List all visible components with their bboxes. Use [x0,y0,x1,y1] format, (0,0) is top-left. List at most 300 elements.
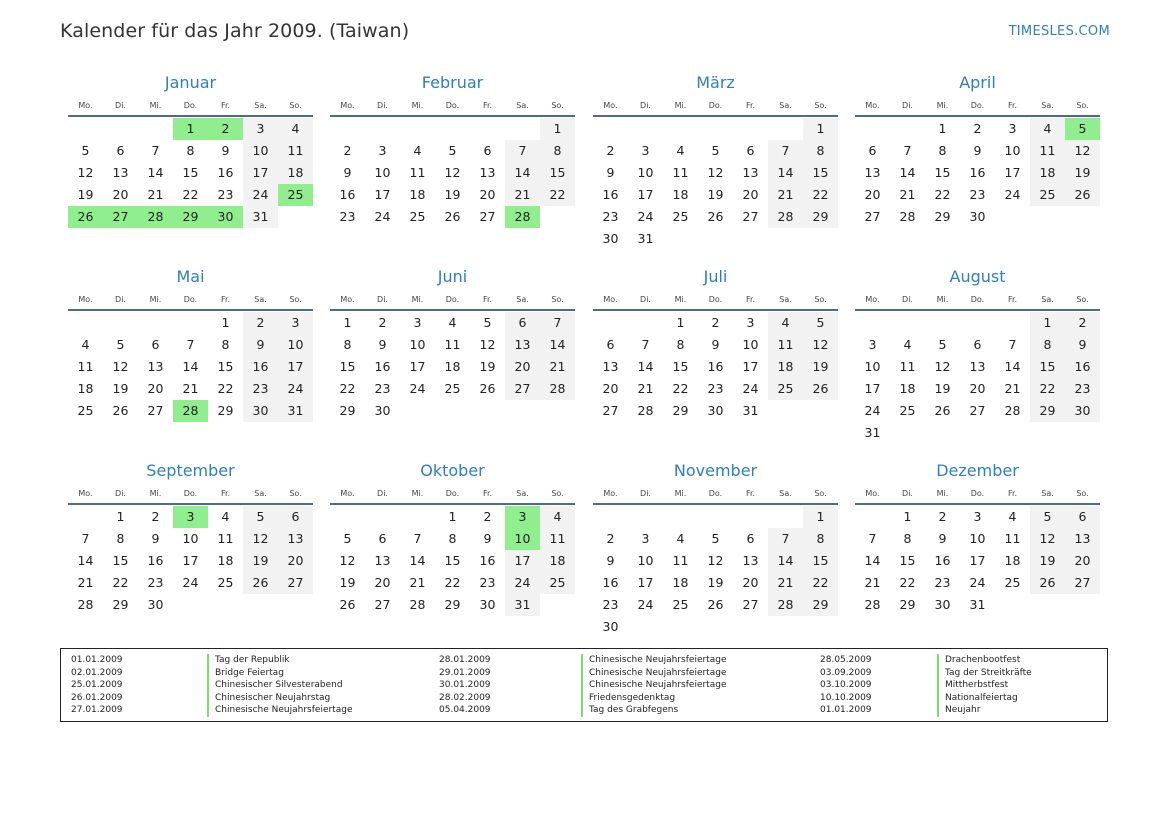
day-cell: 4 [768,312,803,334]
month-oktober [330,463,575,638]
day-cell: 19 [77,187,94,202]
day-cell: 29 [934,209,951,224]
day-cell: 5 [483,315,492,330]
weekday-header [593,293,838,307]
day-cell: 10 [1004,143,1021,158]
day-cell: 3 [641,143,650,158]
day-grid [593,118,838,250]
day-cell: 8 [540,140,575,162]
day-cell: 27 [742,209,759,224]
day-cell: 1 [540,118,575,140]
day-cell: 28 [409,597,426,612]
weekday-header [330,99,575,113]
day-cell: 1 [938,121,947,136]
day-grid [68,312,313,444]
weekday-label: Mo. [340,489,355,498]
day-cell: 29 [672,403,689,418]
day-cell: 3 [378,143,387,158]
day-cell: 9 [711,337,720,352]
day-cell: 5 [343,531,352,546]
day-cell: 20 [147,381,164,396]
legend-holiday-name: Neujahr [937,704,980,717]
day-cell: 15 [672,359,689,374]
day-cell: 23 [707,381,724,396]
day-cell: 30 [602,231,619,246]
header-rule [68,309,313,311]
day-cell: 15 [934,165,951,180]
legend-date: 28.05.2009 [820,655,872,665]
day-cell: 8 [186,143,195,158]
day-cell: 17 [182,553,199,568]
day-cell: 21 [505,184,540,206]
day-cell: 1 [803,118,838,140]
day-cell: 16 [217,165,234,180]
month-title: Dezember [936,461,1019,480]
day-cell: 26 [243,572,278,594]
day-cell: 14 [409,553,426,568]
day-cell: 2 [606,143,615,158]
weekday-label: So. [289,489,302,498]
weekday-label: Fr. [1007,295,1018,304]
day-cell: 13 [112,165,129,180]
weekday-label: Di. [377,295,388,304]
day-cell: 25 [1030,184,1065,206]
day-cell: 27 [864,209,881,224]
legend-date: 30.01.2009 [439,680,491,690]
day-cell: 22 [112,575,129,590]
day-grid [68,118,313,250]
day-cell: 25 [768,378,803,400]
day-cell: 19 [479,359,496,374]
day-cell: 18 [768,356,803,378]
day-cell: 14 [899,165,916,180]
day-cell: 16 [243,356,278,378]
header-rule [855,309,1100,311]
day-cell: 24 [637,597,654,612]
day-cell: 6 [505,312,540,334]
day-cell: 22 [444,575,461,590]
weekday-label: Fr. [745,295,756,304]
weekday-label: Sa. [1041,295,1054,304]
day-cell: 23 [602,597,619,612]
day-cell: 12 [707,165,724,180]
day-cell: 6 [116,143,125,158]
header-rule [68,503,313,505]
weekday-header [330,487,575,501]
day-cell: 26 [707,597,724,612]
legend-date: 02.01.2009 [71,667,123,678]
day-cell: 24 [1004,187,1021,202]
day-cell: 24 [243,184,278,206]
day-cell: 20 [505,356,540,378]
weekday-label: Mo. [78,489,93,498]
weekday-label: Sa. [779,101,792,110]
month-februar [330,75,575,250]
month-title: Juni [437,267,468,286]
weekday-label: Mo. [340,101,355,110]
day-cell: 17 [374,187,391,202]
day-cell: 27 [374,597,391,612]
day-cell: 13 [278,528,313,550]
day-cell: 9 [151,531,160,546]
weekday-label: Mi. [674,101,687,110]
legend-date: 03.10.2009 [820,680,872,690]
day-cell: 6 [151,337,160,352]
holiday-day-cell: 27 [103,206,138,228]
day-cell: 11 [77,359,94,374]
day-cell: 26 [1030,572,1065,594]
day-cell: 25 [899,403,916,418]
day-cell: 3 [641,531,650,546]
day-cell: 3 [243,118,278,140]
holiday-day-cell: 25 [278,184,313,206]
weekday-label: Mo. [340,295,355,304]
day-cell: 6 [606,337,615,352]
day-cell: 15 [182,165,199,180]
legend-holiday-name: Drachenbootfest [937,654,1020,667]
month-september [68,463,313,638]
weekday-header [855,293,1100,307]
day-cell: 20 [112,187,129,202]
day-cell: 18 [444,359,461,374]
day-cell: 18 [1004,553,1021,568]
day-cell: 15 [339,359,356,374]
weekday-label: So. [289,101,302,110]
day-cell: 10 [374,165,391,180]
day-cell: 17 [742,359,759,374]
day-cell: 30 [934,597,951,612]
day-cell: 15 [1030,356,1065,378]
header-rule [593,309,838,311]
legend-holiday-name: Tag der Republik [207,654,290,667]
weekday-label: So. [289,295,302,304]
day-cell: 30 [374,403,391,418]
day-cell: 30 [707,403,724,418]
day-cell: 9 [1065,334,1100,356]
day-cell: 1 [676,315,685,330]
day-cell: 1 [343,315,352,330]
month-juli [593,269,838,444]
weekday-label: Do. [445,489,460,498]
day-cell: 31 [742,403,759,418]
day-cell: 2 [243,312,278,334]
day-cell: 25 [409,209,426,224]
day-cell: 30 [1065,400,1100,422]
header-rule [593,503,838,505]
day-cell: 1 [903,509,912,524]
day-cell: 8 [803,140,838,162]
weekday-label: Fr. [745,489,756,498]
month-november [593,463,838,638]
day-cell: 9 [606,553,615,568]
day-cell: 12 [339,553,356,568]
day-cell: 21 [899,187,916,202]
holiday-day-cell: 28 [505,206,540,228]
weekday-label: Do. [708,489,723,498]
day-cell: 23 [374,381,391,396]
day-cell: 26 [339,597,356,612]
day-cell: 14 [637,359,654,374]
holiday-day-cell: 26 [68,206,103,228]
day-cell: 19 [707,187,724,202]
day-cell: 9 [343,165,352,180]
day-grid [68,506,313,638]
day-cell: 5 [938,337,947,352]
day-cell: 25 [672,209,689,224]
holiday-day-cell: 1 [173,118,208,140]
day-cell: 29 [339,403,356,418]
day-grid [593,506,838,638]
day-cell: 11 [1030,140,1065,162]
legend-date: 25.01.2009 [71,680,123,690]
weekday-label: Sa. [779,489,792,498]
day-cell: 18 [409,187,426,202]
weekday-label: Do. [445,101,460,110]
weekday-label: Do. [708,295,723,304]
day-cell: 28 [864,597,881,612]
header-rule [330,115,575,117]
day-cell: 18 [672,575,689,590]
day-cell: 3 [1008,121,1017,136]
brand-link[interactable]: TIMESLES.COM [1008,24,1110,39]
day-cell: 23 [243,378,278,400]
day-grid [593,312,838,444]
page-title: Kalender für das Jahr 2009. (Taiwan) [60,20,410,42]
month-title: September [146,461,235,480]
day-cell: 6 [746,143,755,158]
weekday-label: Sa. [1041,489,1054,498]
weekday-label: Mi. [411,489,424,498]
day-cell: 2 [711,315,720,330]
day-cell: 6 [746,531,755,546]
day-cell: 5 [711,143,720,158]
legend-holiday-name: Chinesische Neujahrsfeiertage [581,679,726,692]
weekday-header [593,487,838,501]
day-cell: 4 [1008,509,1017,524]
day-cell: 9 [221,143,230,158]
weekday-label: So. [1076,489,1089,498]
month-juni [330,269,575,444]
day-cell: 6 [973,337,982,352]
day-grid [330,506,575,638]
day-cell: 15 [540,162,575,184]
day-cell: 12 [803,334,838,356]
day-cell: 6 [1065,506,1100,528]
month-title: Februar [421,73,484,92]
day-cell: 24 [278,378,313,400]
day-cell: 21 [77,575,94,590]
day-cell: 30 [243,400,278,422]
legend-date: 03.09.2009 [820,667,872,678]
weekday-label: Di. [902,295,913,304]
day-cell: 14 [1004,359,1021,374]
day-cell: 21 [768,572,803,594]
day-cell: 29 [803,206,838,228]
day-cell: 14 [768,162,803,184]
legend-holiday-name: Chinesischer Neujahrstag [207,692,330,705]
weekday-label: Mo. [603,295,618,304]
weekday-label: Do. [970,489,985,498]
day-cell: 8 [903,531,912,546]
day-cell: 19 [803,356,838,378]
day-cell: 24 [742,381,759,396]
weekday-label: Sa. [1041,101,1054,110]
day-cell: 29 [1030,400,1065,422]
day-cell: 13 [969,359,986,374]
weekday-label: Mi. [936,101,949,110]
weekday-label: Mo. [603,489,618,498]
day-cell: 11 [409,165,426,180]
weekday-label: Di. [902,101,913,110]
day-cell: 13 [1065,528,1100,550]
day-cell: 28 [540,378,575,400]
day-cell: 30 [147,597,164,612]
day-cell: 15 [444,553,461,568]
day-cell: 9 [378,337,387,352]
day-cell: 15 [899,553,916,568]
weekday-label: Mo. [78,295,93,304]
day-cell: 16 [479,553,496,568]
weekday-label: Sa. [254,489,267,498]
day-cell: 12 [934,359,951,374]
month-april [855,75,1100,250]
day-cell: 1 [116,509,125,524]
day-cell: 30 [479,597,496,612]
day-cell: 18 [217,553,234,568]
day-cell: 7 [903,143,912,158]
month-title: März [696,73,735,92]
day-cell: 26 [444,209,461,224]
header-rule [68,115,313,117]
legend-holiday-name: Nationalfeiertag [937,692,1018,705]
weekday-label: So. [1076,295,1089,304]
holiday-day-cell: 10 [505,528,540,550]
day-grid [855,118,1100,250]
day-cell: 8 [1030,334,1065,356]
day-cell: 2 [378,315,387,330]
legend-holiday-name: Mittherbstfest [937,679,1008,692]
legend-date: 29.01.2009 [439,667,491,678]
day-cell: 3 [973,509,982,524]
day-cell: 30 [602,619,619,634]
weekday-header [68,293,313,307]
legend-holiday-name: Chinesische Neujahrsfeiertage [207,704,352,717]
day-cell: 18 [77,381,94,396]
day-cell: 12 [77,165,94,180]
weekday-label: Di. [640,101,651,110]
day-grid [855,312,1100,444]
weekday-header [855,99,1100,113]
day-cell: 21 [409,575,426,590]
day-cell: 25 [672,597,689,612]
header-rule [593,115,838,117]
day-cell: 14 [864,553,881,568]
day-cell: 1 [221,315,230,330]
day-cell: 6 [868,143,877,158]
day-cell: 12 [1065,140,1100,162]
day-cell: 31 [637,231,654,246]
day-cell: 5 [81,143,90,158]
legend-date: 01.01.2009 [71,655,123,665]
day-cell: 19 [112,381,129,396]
day-cell: 20 [864,187,881,202]
day-cell: 17 [243,162,278,184]
weekday-label: So. [814,101,827,110]
month-title: Juli [703,267,728,286]
day-cell: 8 [221,337,230,352]
day-cell: 22 [1030,378,1065,400]
day-cell: 7 [1008,337,1017,352]
day-cell: 11 [672,165,689,180]
weekday-label: Mi. [936,295,949,304]
legend-holiday-name: Chinesischer Silvesterabend [207,679,343,692]
day-cell: 6 [378,531,387,546]
day-cell: 6 [483,143,492,158]
holiday-day-cell: 3 [505,506,540,528]
day-cell: 20 [479,187,496,202]
day-cell: 9 [483,531,492,546]
day-grid [330,118,575,250]
day-cell: 7 [151,143,160,158]
day-cell: 13 [742,165,759,180]
day-cell: 5 [711,531,720,546]
day-cell: 12 [243,528,278,550]
day-cell: 7 [641,337,650,352]
day-cell: 18 [540,550,575,572]
day-cell: 21 [768,184,803,206]
day-cell: 19 [707,575,724,590]
month-title: November [673,461,758,480]
day-cell: 11 [278,140,313,162]
day-cell: 15 [803,162,838,184]
weekday-label: Di. [377,101,388,110]
month-mai [68,269,313,444]
month-title: April [959,73,996,92]
day-cell: 13 [602,359,619,374]
day-cell: 23 [1065,378,1100,400]
day-cell: 17 [637,187,654,202]
legend-date: 10.10.2009 [820,692,872,703]
day-cell: 19 [934,381,951,396]
weekday-label: Do. [183,295,198,304]
day-cell: 10 [637,165,654,180]
day-cell: 6 [278,506,313,528]
day-cell: 31 [864,425,881,440]
day-cell: 12 [479,337,496,352]
day-cell: 27 [479,209,496,224]
day-cell: 31 [969,597,986,612]
day-cell: 8 [116,531,125,546]
weekday-label: Mo. [78,101,93,110]
day-cell: 17 [278,356,313,378]
day-cell: 27 [969,403,986,418]
day-cell: 10 [637,553,654,568]
day-cell: 11 [899,359,916,374]
day-cell: 23 [339,209,356,224]
weekday-label: So. [551,295,564,304]
holiday-day-cell: 5 [1065,118,1100,140]
day-cell: 22 [803,184,838,206]
day-cell: 4 [676,531,685,546]
weekday-label: Mi. [674,295,687,304]
day-cell: 31 [243,206,278,228]
legend-date: 28.01.2009 [439,655,491,665]
day-cell: 12 [112,359,129,374]
day-cell: 3 [746,315,755,330]
day-cell: 8 [803,528,838,550]
legend-holiday-name: Tag der Streitkräfte [937,667,1032,680]
day-cell: 27 [1065,572,1100,594]
